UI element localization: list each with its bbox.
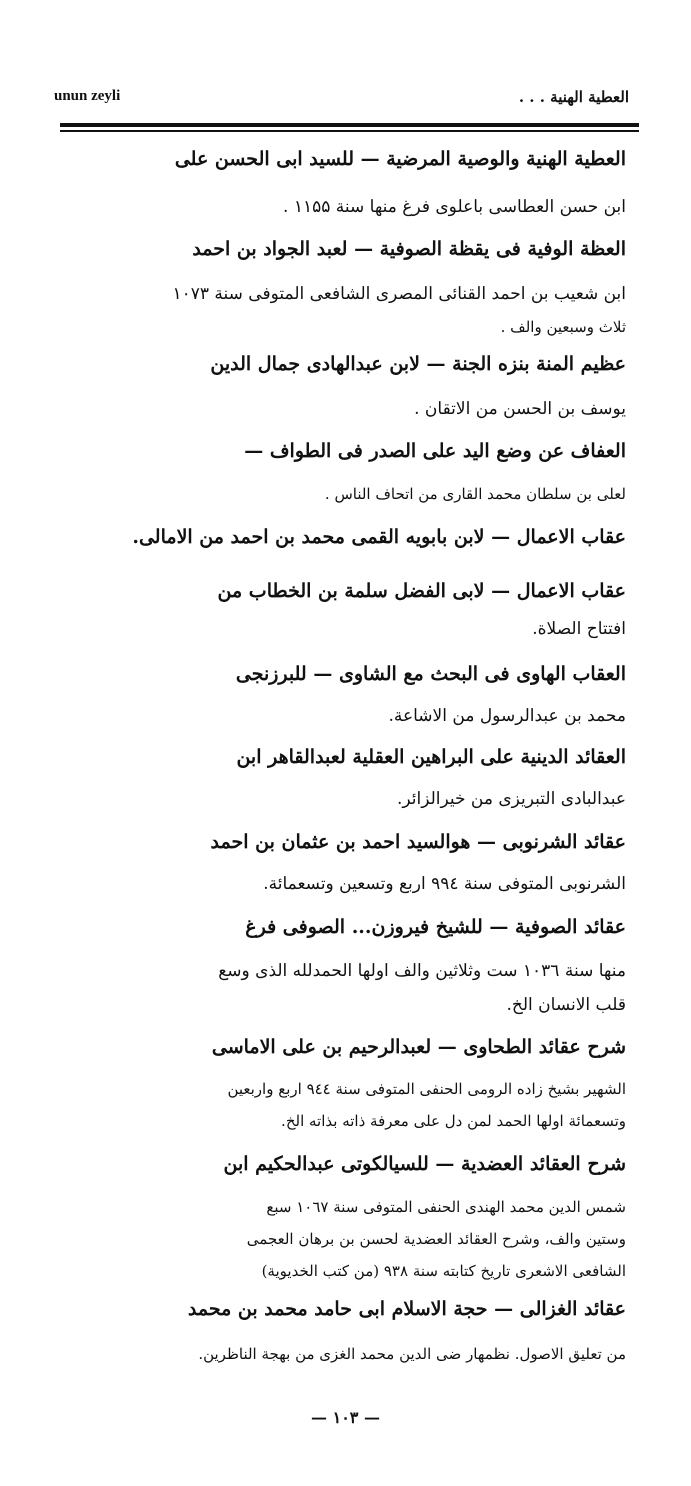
entry-text-line: ثلاث وسبعين والف . (500, 318, 626, 336)
entry-text-line: افتتاح الصلاة. (532, 619, 626, 639)
entry-heading-line: العقائد الدينية على البراهين العقلية لعبدالقاهر ابن (236, 746, 626, 768)
entry-text-line: يوسف بن الحسن من الاتقان . (414, 399, 626, 419)
entry-text-line: عبدالبادى التبريزى من خيرالزائر. (396, 789, 626, 809)
entry-text-line: محمد بن عبدالرسول من الاشاعة. (388, 706, 626, 726)
entry-text-line: ابن حسن العطاسى باعلوى فرغ منها سنة ۱۱۵۵ . (283, 197, 626, 217)
entry-heading-line: عقائد الصوفية — للشيخ فيروزن... الصوفى فرغ (245, 916, 626, 938)
entry-text-line: الشرنوبى المتوفى سنة ۹۹٤ اربع وتسعين وتسعمائة. (263, 874, 626, 894)
entry-text-line: من تعليق الاصول. نظمهار ضى الدين محمد الغزى من بهجة الناظرين. (198, 1345, 626, 1363)
entry-heading-line: عقائد الغزالى — حجة الاسلام ابى حامد محمد بن محمد (187, 1298, 626, 1320)
header-left-text: unun zeyli (54, 88, 121, 104)
entry-text-line: لعلى بن سلطان محمد القارى من اتحاف الناس . (324, 485, 626, 503)
entry-heading-line: العطية الهنية والوصية المرضية — للسيد ابى الحسن على (174, 148, 626, 170)
entry-text-line: ابن شعيب بن احمد القنائى المصرى الشافعى المتوفى سنة ۱۰۷۳ (172, 284, 626, 304)
entry-heading-line: شرح عقائد الطحاوى — لعبدالرحيم بن على الاماسى (211, 1036, 626, 1058)
header-running-title: العطية الهنية . . . (518, 88, 629, 106)
entry-text-line: وتسعمائة اولها الحمد لمن دل على معرفة ذاته بذاته الخ. (281, 1112, 626, 1130)
entry-text-line: منها سنة ۱۰۳٦ ست وثلاثين والف اولها الحمدلله الذى وسع (218, 961, 626, 981)
header-rule-thick (60, 123, 639, 127)
entry-heading-line: عظيم المنة بنزه الجنة — لابن عبدالهادى جمال الدين (210, 353, 626, 375)
entry-heading-line: عقاب الاعمال — لابى الفضل سلمة بن الخطاب من (217, 580, 626, 602)
entry-heading-line: شرح العقائد العضدية — للسيالكوتى عبدالحكيم ابن (223, 1153, 626, 1175)
entry-heading-line: العفاف عن وضع اليد على الصدر فى الطواف — (244, 440, 626, 462)
entry-text-line: قلب الانسان الخ. (506, 995, 626, 1015)
entry-heading-line: العقاب الهاوى فى البحث مع الشاوى — للبرزنجى (235, 663, 626, 685)
entry-text-line: الشهير بشيخ زاده الرومى الحنفى المتوفى سنة ۹٤٤ اربع واربعين (227, 1080, 626, 1098)
page-number: — ۱۰۳ — (311, 1408, 380, 1427)
entry-text-line: وستين والف، وشرح العقائد العضدية لحسن بن برهان العجمى (246, 1230, 626, 1248)
entry-heading-line: عقاب الاعمال — لابن بابويه القمى محمد بن احمد من الامالى. (132, 526, 626, 548)
entry-heading-line: عقائد الشرنوبى — هوالسيد احمد بن عثمان بن احمد (210, 831, 626, 853)
entry-heading-line: العظة الوفية فى يقظة الصوفية — لعبد الجواد بن احمد (192, 238, 626, 260)
entry-text-line: الشافعى الاشعرى تاريخ كتابته سنة ۹۳۸ (من كتب الخديوية) (261, 1262, 626, 1280)
header-rule-thin (60, 130, 639, 132)
entry-text-line: شمس الدين محمد الهندى الحنفى المتوفى سنة ۱۰٦٧ سبع (266, 1198, 626, 1216)
